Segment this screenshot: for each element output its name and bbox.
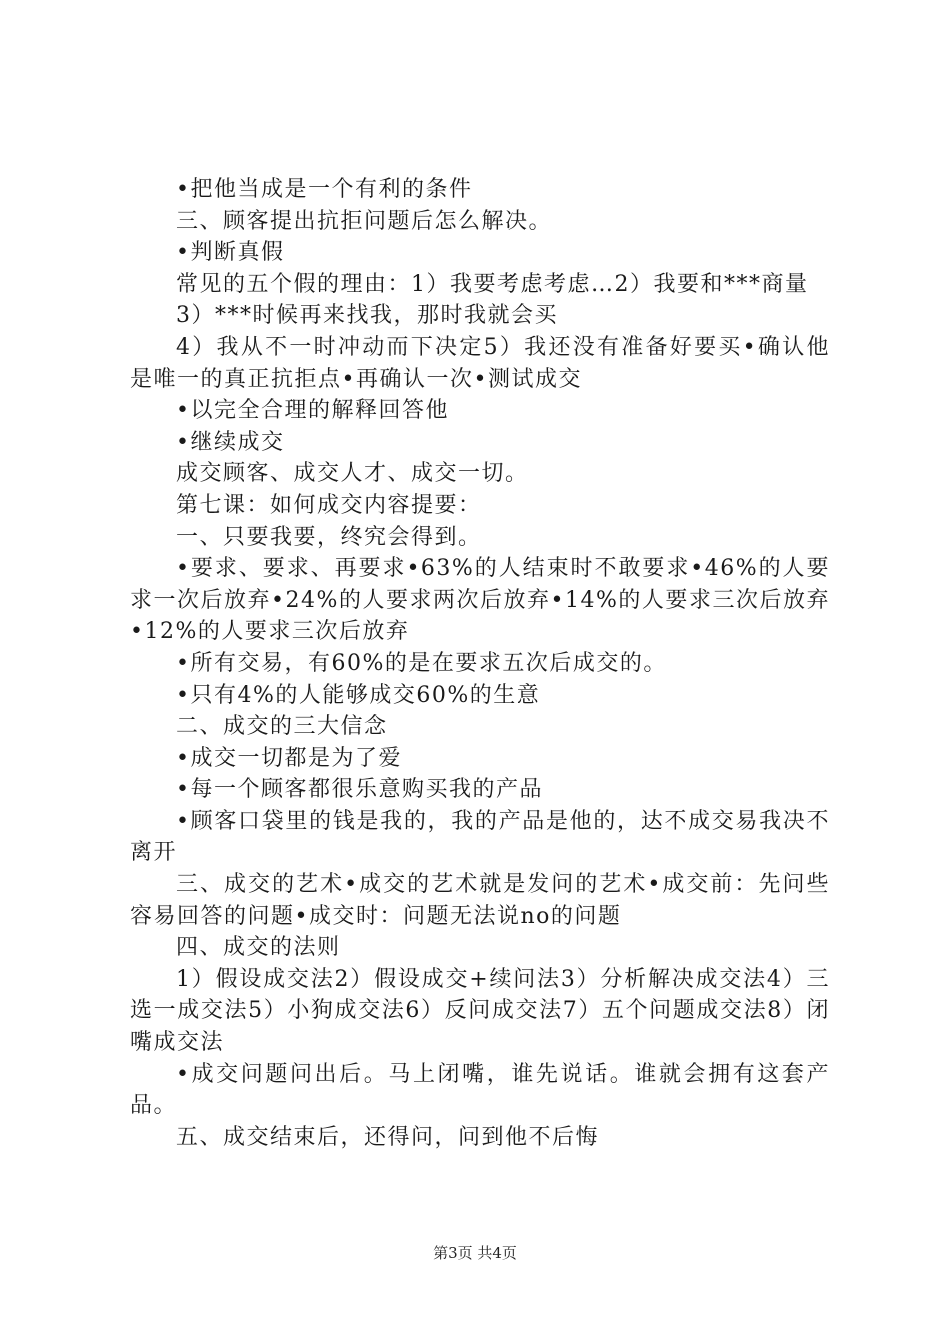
paragraph: 常见的五个假的理由：1）我要考虑考虑…2）我要和***商量 [176, 271, 809, 297]
section-heading: 三、顾客提出抗拒问题后怎么解决。 [176, 208, 553, 234]
paragraph: •继续成交 [176, 429, 285, 455]
paragraph: 4）我从不一时冲动而下决定5）我还没有准备好要买•确认他是唯一的真正抗拒点•再确认一次•测试成交 [130, 334, 830, 392]
paragraph: •成交一切都是为了爱 [176, 745, 402, 771]
paragraph: 3）***时候再来找我，那时我就会买 [176, 303, 558, 329]
paragraph: •把他当成是一个有利的条件 [176, 177, 473, 202]
document-body [130, 174, 830, 1153]
paragraph: •只有4%的人能够成交60%的生意 [176, 682, 541, 708]
section-heading: 一、只要我要，终究会得到。 [176, 524, 482, 550]
paragraph: •要求、要求、再要求•63%的人结束时不敢要求•46%的人要求一次后放弃•24%的人要求两次后放弃•14%的人要求三次后放弃•12%的人要求三次后放弃 [130, 556, 830, 645]
paragraph: •顾客口袋里的钱是我的，我的产品是他的，达不成交易我决不离开 [130, 808, 830, 866]
section-heading: 二、成交的三大信念 [176, 714, 388, 740]
paragraph: 1）假设成交法2）假设成交+续问法3）分析解决成交法4）三选一成交法5）小狗成交法6）反问成交法7）五个问题成交法8）闭嘴成交法 [130, 966, 830, 1056]
paragraph: •以完全合理的解释回答他 [176, 398, 449, 424]
paragraph: •成交问题问出后。马上闭嘴，谁先说话。谁就会拥有这套产品。 [130, 1061, 830, 1119]
page-number: 第3页 共4页 [433, 1244, 517, 1262]
paragraph: •判断真假 [176, 240, 285, 266]
paragraph: •所有交易，有60%的是在要求五次后成交的。 [176, 650, 667, 676]
section-heading: 四、成交的法则 [176, 935, 341, 961]
lesson-heading: 第七课：如何成交内容提要： [176, 492, 482, 518]
paragraph: •每一个顾客都很乐意购买我的产品 [176, 777, 543, 803]
paragraph: 成交顾客、成交人才、成交一切。 [176, 461, 529, 487]
section-heading: 五、成交结束后，还得问，问到他不后悔 [176, 1124, 600, 1150]
paragraph: 三、成交的艺术•成交的艺术就是发问的艺术•成交前：先问些容易回答的问题•成交时：问题无法说no的问题 [130, 872, 830, 929]
